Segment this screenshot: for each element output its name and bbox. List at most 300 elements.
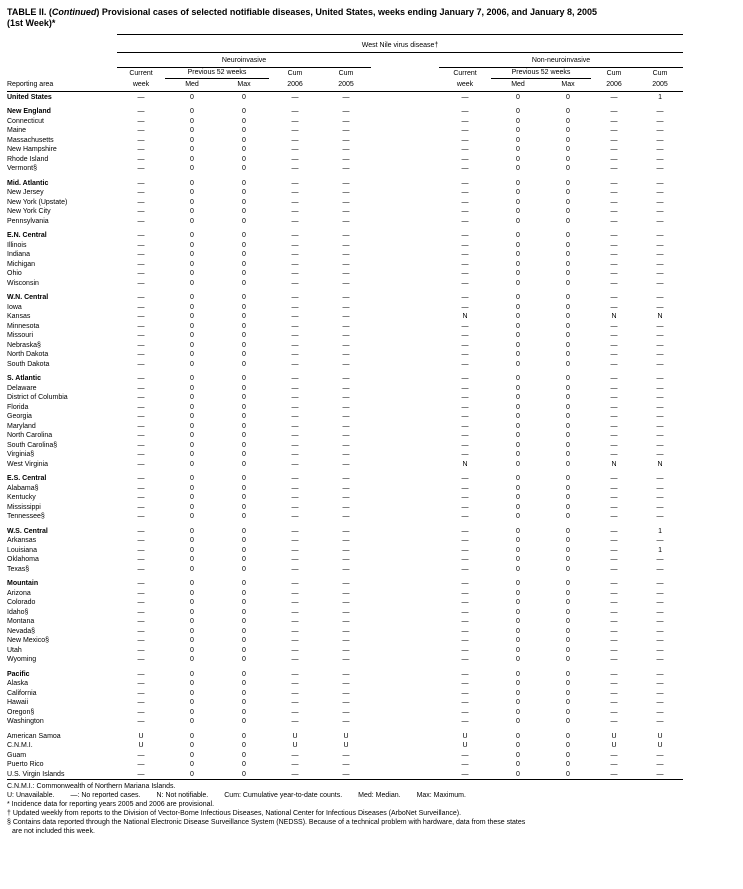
row-label: Massachusetts <box>7 136 54 144</box>
column-spacer <box>371 188 439 198</box>
cell-value: — <box>342 117 350 125</box>
cell-value: — <box>137 322 145 330</box>
cell-value: — <box>461 580 469 587</box>
cell-value: 0 <box>190 618 194 625</box>
cell-value: — <box>610 394 618 401</box>
row-label: United States <box>7 93 52 101</box>
cell-value: — <box>291 537 299 544</box>
cell-value: 0 <box>190 484 194 492</box>
column-spacer <box>371 655 439 665</box>
cell-value: — <box>342 198 350 206</box>
table-row <box>7 707 683 717</box>
cell-value: 0 <box>566 198 570 206</box>
cell-value: — <box>137 241 145 249</box>
column-spacer <box>371 383 439 393</box>
cell-value: — <box>342 599 350 606</box>
cell-value: N <box>657 460 663 468</box>
cell-value: — <box>610 546 618 554</box>
table-row <box>7 469 683 484</box>
cell-value: — <box>610 537 618 544</box>
cell-value: 0 <box>566 513 570 520</box>
table-row <box>7 521 683 536</box>
table-row <box>7 350 683 360</box>
cell-value: — <box>342 618 350 625</box>
table-row <box>7 679 683 689</box>
cell-value: 0 <box>190 460 194 468</box>
column-spacer <box>371 321 439 331</box>
cell-value: 1 <box>658 93 662 101</box>
cell-value: — <box>342 232 350 239</box>
cell-value: — <box>342 322 350 330</box>
col-header-2005-neuro: 2005 <box>321 79 371 92</box>
cell-value: — <box>610 127 618 134</box>
cell-value: 0 <box>566 565 570 573</box>
row-label: New Hampshire <box>7 146 57 153</box>
cell-value: 0 <box>242 375 246 382</box>
cell-value: 0 <box>190 608 194 616</box>
cell-value: — <box>342 93 350 101</box>
cell-value: — <box>610 108 618 115</box>
cell-value: U <box>657 742 663 749</box>
cell-value: 0 <box>566 451 570 458</box>
cell-value: U <box>462 732 468 740</box>
column-spacer <box>371 769 439 779</box>
cell-value: — <box>137 422 145 430</box>
cell-value: — <box>461 770 469 778</box>
cell-value: — <box>656 403 664 411</box>
table-row <box>7 636 683 646</box>
column-spacer <box>371 145 439 155</box>
cell-value: — <box>137 494 145 501</box>
cell-value: — <box>656 146 664 153</box>
cell-value: 0 <box>190 384 194 392</box>
table-row <box>7 102 683 117</box>
cell-value: — <box>461 494 469 501</box>
cell-value: — <box>137 599 145 606</box>
table-row <box>7 383 683 393</box>
table-row <box>7 626 683 636</box>
row-label: New Jersey <box>7 189 44 196</box>
row-label: Guam <box>7 751 27 759</box>
cell-value: — <box>610 599 618 606</box>
cell-value: — <box>610 232 618 239</box>
cell-value: — <box>656 751 664 759</box>
cell-value: — <box>291 484 299 492</box>
cell-value: — <box>137 546 145 554</box>
cell-value: — <box>137 432 145 439</box>
cell-value: — <box>461 179 469 187</box>
row-label: South Dakota <box>7 360 50 368</box>
col-header-cum-nonneuro-2005: Cum <box>652 69 668 77</box>
cell-value: — <box>461 232 469 239</box>
cell-value: 0 <box>566 179 570 187</box>
cell-value: — <box>461 251 469 258</box>
cell-value: — <box>137 565 145 573</box>
cell-value: — <box>291 117 299 125</box>
cell-value: — <box>656 599 664 606</box>
cell-value: — <box>291 580 299 587</box>
cell-value: — <box>137 770 145 778</box>
cell-value: 0 <box>190 441 194 449</box>
cell-value: — <box>610 332 618 339</box>
cell-value: 0 <box>242 451 246 458</box>
cell-value: — <box>137 441 145 449</box>
cell-value: 0 <box>516 332 520 339</box>
column-spacer <box>371 636 439 646</box>
cell-value: — <box>610 403 618 411</box>
column-spacer <box>371 717 439 727</box>
cell-value: — <box>137 279 145 287</box>
cell-value: 0 <box>190 475 194 482</box>
cell-value: — <box>610 241 618 249</box>
cell-value: 0 <box>566 303 570 311</box>
cell-value: 0 <box>516 670 520 678</box>
cell-value: 0 <box>516 322 520 330</box>
cell-value: — <box>610 208 618 215</box>
cell-value: 0 <box>516 689 520 697</box>
cell-value: 0 <box>566 680 570 687</box>
col-header-max-neuro: Max <box>219 79 269 92</box>
cell-value: — <box>137 627 145 635</box>
cell-value: 0 <box>190 537 194 544</box>
table-row <box>7 536 683 546</box>
cell-value: 0 <box>242 117 246 125</box>
table-row <box>7 278 683 288</box>
row-label: North Carolina <box>7 432 53 439</box>
cell-value: 0 <box>566 527 570 535</box>
column-spacer <box>371 664 439 679</box>
cell-value: — <box>610 422 618 430</box>
cell-value: — <box>342 127 350 134</box>
cell-value: — <box>291 708 299 716</box>
cell-value: 0 <box>516 503 520 511</box>
table-row <box>7 154 683 164</box>
cell-value: — <box>137 179 145 187</box>
cell-value: — <box>610 770 618 778</box>
row-label: New York City <box>7 208 51 215</box>
cell-value: 0 <box>566 241 570 249</box>
cell-value: 0 <box>190 646 194 654</box>
row-label: Nebraska§ <box>7 341 41 349</box>
cell-value: — <box>291 618 299 625</box>
cell-value: — <box>461 451 469 458</box>
row-label: Texas§ <box>7 565 30 573</box>
cell-value: — <box>291 546 299 554</box>
cell-value: 0 <box>242 546 246 554</box>
cell-value: — <box>137 403 145 411</box>
cell-value: — <box>461 198 469 206</box>
cell-value: 0 <box>242 608 246 616</box>
cell-value: 0 <box>242 341 246 349</box>
cell-value: — <box>610 136 618 144</box>
cell-value: — <box>342 637 350 644</box>
row-label: Michigan <box>7 260 36 268</box>
cell-value: — <box>291 718 299 725</box>
table-row <box>7 135 683 145</box>
cell-value: — <box>610 718 618 725</box>
row-label: Tennessee§ <box>7 513 45 520</box>
column-spacer <box>371 617 439 627</box>
cell-value: — <box>610 699 618 706</box>
column-spacer <box>371 698 439 708</box>
cell-value: — <box>610 341 618 349</box>
cell-value: 0 <box>516 608 520 616</box>
cell-value: 0 <box>516 351 520 358</box>
table-row <box>7 340 683 350</box>
cell-value: 0 <box>190 351 194 358</box>
table-row <box>7 655 683 665</box>
cell-value: — <box>656 232 664 239</box>
cell-value: 0 <box>566 589 570 597</box>
cell-value: — <box>137 699 145 706</box>
cell-value: — <box>656 127 664 134</box>
cell-value: — <box>461 351 469 358</box>
table-row <box>7 412 683 422</box>
cell-value: — <box>461 556 469 563</box>
cell-value: — <box>137 475 145 482</box>
cell-value: 0 <box>190 294 194 301</box>
cell-value: 0 <box>242 384 246 392</box>
cell-value: — <box>461 413 469 420</box>
cell-value: — <box>291 375 299 382</box>
cell-value: 0 <box>566 441 570 449</box>
cell-value: — <box>610 432 618 439</box>
cell-value: 0 <box>190 117 194 125</box>
cell-value: 0 <box>566 93 570 101</box>
cell-value: — <box>461 108 469 115</box>
cell-value: — <box>137 527 145 535</box>
subheader-row-2 <box>7 79 683 92</box>
table-row <box>7 512 683 522</box>
column-spacer <box>371 79 439 92</box>
table-row <box>7 588 683 598</box>
cell-value: — <box>461 117 469 125</box>
cell-value: 0 <box>190 689 194 697</box>
cell-value: 0 <box>242 351 246 358</box>
cell-value: — <box>291 565 299 573</box>
cell-value: — <box>610 589 618 597</box>
table-row <box>7 259 683 269</box>
cell-value: — <box>291 232 299 239</box>
column-spacer <box>371 116 439 126</box>
cell-value: — <box>461 146 469 153</box>
table-row <box>7 664 683 679</box>
cell-value: 0 <box>516 618 520 625</box>
cell-value: — <box>610 451 618 458</box>
cell-value: — <box>342 413 350 420</box>
cell-value: 0 <box>516 761 520 768</box>
cell-value: 0 <box>516 251 520 258</box>
cell-value: 0 <box>516 441 520 449</box>
cell-value: 0 <box>566 618 570 625</box>
cell-value: — <box>137 537 145 544</box>
cell-value: 0 <box>190 432 194 439</box>
cell-value: — <box>461 322 469 330</box>
table-row <box>7 250 683 260</box>
column-spacer <box>371 278 439 288</box>
cell-value: — <box>656 503 664 511</box>
column-spacer <box>371 588 439 598</box>
cell-value: 0 <box>516 394 520 401</box>
cell-value: — <box>291 313 299 320</box>
cell-value: 0 <box>566 608 570 616</box>
cell-value: 0 <box>516 146 520 153</box>
cell-value: 0 <box>242 294 246 301</box>
column-spacer <box>371 726 439 741</box>
cell-value: 0 <box>566 432 570 439</box>
table-row <box>7 207 683 217</box>
cell-value: — <box>610 165 618 172</box>
cell-value: 0 <box>566 146 570 153</box>
table-header <box>7 35 683 92</box>
cell-value: — <box>291 332 299 339</box>
row-label: E.S. Central <box>7 475 47 482</box>
cell-value: 0 <box>566 646 570 654</box>
cell-value: 0 <box>190 241 194 249</box>
cell-value: — <box>342 360 350 368</box>
cell-value: — <box>137 394 145 401</box>
cell-value: 0 <box>516 413 520 420</box>
column-spacer <box>371 173 439 188</box>
cell-value: 0 <box>190 394 194 401</box>
header-empty-cell <box>7 68 117 79</box>
cell-value: 0 <box>190 627 194 635</box>
cell-value: — <box>342 670 350 678</box>
cell-value: 0 <box>190 375 194 382</box>
cell-value: 0 <box>190 208 194 215</box>
cell-value: — <box>610 646 618 654</box>
cell-value: 0 <box>566 637 570 644</box>
cell-value: U <box>657 732 663 740</box>
table-row <box>7 302 683 312</box>
cell-value: 0 <box>566 494 570 501</box>
cell-value: 1 <box>658 527 662 535</box>
cell-value: 0 <box>566 689 570 697</box>
column-spacer <box>371 450 439 460</box>
row-label: Alaska <box>7 680 29 687</box>
cell-value: 0 <box>516 475 520 482</box>
cell-value: — <box>291 432 299 439</box>
col-header-2006-neuro: 2006 <box>269 79 321 92</box>
col-header-med-nonneuro: Med <box>491 79 545 92</box>
cell-value: 0 <box>242 513 246 520</box>
cell-value: 0 <box>242 589 246 597</box>
cell-value: 0 <box>566 546 570 554</box>
cell-value: — <box>137 680 145 687</box>
legend-no-reported: —: No reported cases. <box>70 791 141 799</box>
cell-value: 0 <box>566 580 570 587</box>
cell-value: — <box>461 670 469 678</box>
cell-value: — <box>610 708 618 716</box>
cell-value: — <box>610 670 618 678</box>
cell-value: U <box>292 742 298 749</box>
cell-value: — <box>342 303 350 311</box>
table-row <box>7 574 683 589</box>
row-label: West Virginia <box>7 460 48 468</box>
column-spacer <box>371 154 439 164</box>
cell-value: — <box>656 589 664 597</box>
cell-value: — <box>656 360 664 368</box>
cell-value: — <box>610 322 618 330</box>
cell-value: — <box>656 637 664 644</box>
cell-value: 0 <box>242 208 246 215</box>
cell-value: 0 <box>566 394 570 401</box>
table-row <box>7 564 683 574</box>
row-label: Ohio <box>7 270 22 277</box>
cell-value: — <box>656 332 664 339</box>
cell-value: 0 <box>566 599 570 606</box>
cell-value: 1 <box>658 546 662 554</box>
cell-value: — <box>461 394 469 401</box>
cell-value: — <box>461 589 469 597</box>
cell-value: — <box>342 179 350 187</box>
cell-value: — <box>342 494 350 501</box>
cell-value: — <box>656 270 664 277</box>
cell-value: 0 <box>566 136 570 144</box>
column-spacer <box>371 207 439 217</box>
cell-value: — <box>656 260 664 268</box>
column-spacer <box>371 626 439 636</box>
table-row <box>7 92 683 102</box>
cell-value: — <box>291 680 299 687</box>
row-label: Oregon§ <box>7 708 35 716</box>
cell-value: 0 <box>242 770 246 778</box>
cell-value: 0 <box>242 322 246 330</box>
cell-value: — <box>610 155 618 163</box>
row-label: Rhode Island <box>7 155 49 163</box>
cell-value: 0 <box>190 699 194 706</box>
table-row <box>7 126 683 136</box>
cell-value: — <box>342 589 350 597</box>
cell-value: 0 <box>242 332 246 339</box>
cell-value: — <box>342 718 350 725</box>
cell-value: — <box>461 441 469 449</box>
cell-value: 0 <box>516 341 520 349</box>
cell-value: 0 <box>566 460 570 468</box>
cell-value: — <box>137 146 145 153</box>
cell-value: 0 <box>566 165 570 172</box>
cell-value: 0 <box>566 341 570 349</box>
footnote-legend <box>7 791 735 800</box>
footnote-section-line2: are not included this week. <box>12 827 95 835</box>
cell-value: 0 <box>242 599 246 606</box>
cell-value: 0 <box>190 251 194 258</box>
cell-value: — <box>656 580 664 587</box>
cell-value: 0 <box>566 208 570 215</box>
cell-value: — <box>610 117 618 125</box>
cell-value: 0 <box>242 656 246 663</box>
cell-value: — <box>291 384 299 392</box>
cell-value: — <box>137 208 145 215</box>
column-spacer <box>371 459 439 469</box>
cell-value: 0 <box>190 341 194 349</box>
row-label: New York (Upstate) <box>7 198 68 206</box>
table-row <box>7 331 683 341</box>
cell-value: U <box>343 742 349 749</box>
cell-value: — <box>291 689 299 697</box>
cell-value: — <box>461 656 469 663</box>
cell-value: — <box>291 475 299 482</box>
cell-value: 0 <box>516 260 520 268</box>
cell-value: — <box>137 251 145 258</box>
footnote-section-line1: § Contains data reported through the National Electronic Disease Surveillance System (NEDSS). Because of a technical problem with hardware, data from these states <box>7 818 526 826</box>
cell-value: — <box>342 332 350 339</box>
cell-value: — <box>137 618 145 625</box>
cell-value: 0 <box>190 313 194 320</box>
table-row <box>7 450 683 460</box>
cell-value: — <box>291 241 299 249</box>
cell-value: — <box>461 189 469 196</box>
